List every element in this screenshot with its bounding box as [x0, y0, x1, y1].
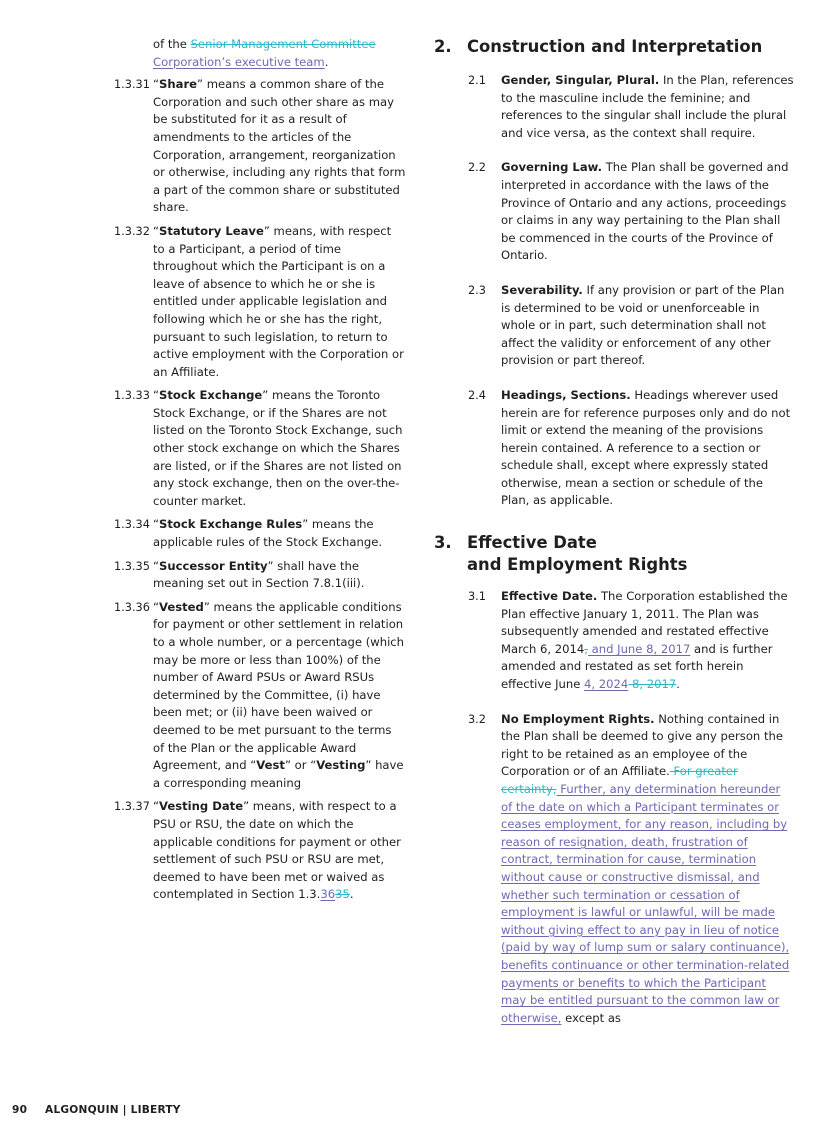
section-title-line-1: Effective Date [467, 533, 597, 553]
definition-text: means a common share of the Corporation and such other share as may be substituted for it as a result of amendments to the articles of the Corporation, arrangement, reorganization or otherwise, including any rights that form a part of the common share or substituted share. [153, 77, 406, 215]
deleted-text: For greater certainty, [501, 764, 738, 796]
inserted-text: Corporation’s executive team [153, 54, 325, 69]
definition-statutory-leave [114, 223, 406, 381]
quote-open: “ [153, 517, 160, 532]
definition-number: 1.3.32 [114, 224, 150, 238]
definition-text: or [290, 758, 311, 773]
right-column [434, 36, 794, 1044]
defined-term: Statutory Leave [159, 223, 264, 238]
defined-term: Vested [159, 599, 204, 614]
inserted-text: Further, any determination hereunder of the date on which a Participant terminates or ceases employment, for any reason, including by reason of resignation, death, frustration of contract, termination for cause, termination without cause or constructive dismissal, and whether such termination or cessation of employment is lawful or unlawful, will be made without giving effect to any pay in lieu of notice (paid by way of lump sum or salary continuance), benefits continuance or other termination-related payments or benefits to which the Participant may be entitled pursuant to the common law or otherwise, [501, 782, 790, 1025]
definition-suffix: . [349, 887, 354, 902]
clause-number: 2.1 [468, 74, 486, 87]
inserted-text: 36 [320, 887, 336, 902]
quote-open: “ [153, 223, 160, 238]
section-number: 2. [434, 37, 452, 56]
quote-open: “ [153, 799, 160, 814]
clause-text: The Corporation established the Plan effective January 1, 2011. The Plan was subsequently amended and restated effective March 6, 2014 [501, 589, 788, 656]
defined-term: Stock Exchange Rules [159, 517, 303, 532]
quote-close: ” [243, 799, 250, 814]
clause-number: 2.2 [468, 161, 486, 175]
deleted-text: , [584, 641, 588, 656]
defined-term: Successor Entity [159, 558, 268, 573]
clause-text: Nothing contained in the Plan shall be deemed to give any person the right to be retained as an employee of the Corporation or of an Affiliate. [501, 711, 783, 779]
brand-algonquin: ALGONQUIN [45, 1104, 119, 1116]
clause-text: The Plan shall be governed and interpreted in accordance with the laws of the Province of Ontario and any actions, proceedings or claims in any way pertaining to the Plan shall be commenced in the courts of the Province of Ontario. [501, 160, 789, 263]
quote-open: “ [310, 758, 317, 773]
definition-number: 1.3.34 [114, 518, 150, 532]
clause-number: 2.4 [468, 388, 486, 402]
definition-text: means the applicable conditions for payment or other settlement in relation to a whole number, or a percentage (which may be more or less than 100%) of the number of Award PSUs or Award RSUs determined by the Committee, (i) have been met; or (ii) have been waived or deemed to be met pursuant to the terms of the Plan or the applicable Award Agreement, and [153, 599, 405, 773]
left-column [114, 36, 406, 910]
defined-term: Vesting [316, 758, 366, 773]
inserted-text: and June 8, 2017 [587, 641, 691, 656]
clause-text: If any provision or part of the Plan is determined to be void or unenforceable in whole or in part, such determination shall not affect the validity or enforcement of any other provision or part thereof. [501, 282, 785, 368]
definition-text: means the Toronto Stock Exchange, or if the Shares are not listed on the Toronto Stock Exchange, such other stock exchange on which the Shares are listed, or if the Shares are not listed on any stock exchange, then on the over-the-counter market. [153, 388, 403, 508]
quote-open: “ [153, 558, 160, 573]
defined-term: Vest [256, 758, 285, 773]
inserted-text: 4, 2024 [584, 677, 629, 692]
clause-title: No Employment Rights. [501, 711, 655, 726]
definition-stock-exchange [114, 387, 406, 510]
quote-close: ” [284, 758, 291, 773]
defined-term: Stock Exchange [159, 388, 263, 403]
continued-definition [114, 36, 406, 71]
clause-number: 3.2 [468, 712, 486, 726]
quote-open: “ [153, 77, 160, 92]
definition-share [114, 76, 406, 217]
clause-2-3 [434, 282, 794, 370]
definition-number: 1.3.33 [114, 389, 150, 403]
lead-suffix: . [324, 54, 329, 69]
section-title: Construction and Interpretation [467, 37, 763, 56]
clause-title: Headings, Sections. [501, 387, 631, 402]
definition-stock-exchange-rules [114, 516, 406, 551]
lead-prefix: of the [153, 37, 191, 51]
clause-title: Gender, Singular, Plural. [501, 73, 660, 87]
page-footer [12, 1104, 181, 1116]
clause-title: Governing Law. [501, 160, 603, 175]
clause-text: In the Plan, references to the masculine include the feminine; and references to the singular shall include the plural and vice versa, as the context shall require. [501, 73, 794, 140]
quote-close: ” [262, 388, 269, 403]
defined-term: Vesting Date [159, 799, 244, 814]
quote-close: ” [302, 517, 309, 532]
clause-number: 3.1 [468, 590, 486, 604]
clause-text: and is further amended and restated as set forth herein effective June [501, 641, 773, 692]
quote-open: “ [250, 758, 257, 773]
clause-title: Severability. [501, 282, 583, 297]
page-number: 90 [12, 1104, 28, 1116]
section-number: 3. [434, 533, 452, 553]
quote-close: ” [203, 599, 210, 614]
deleted-text: 8, 2017 [628, 677, 677, 692]
clause-title: Effective Date. [501, 589, 598, 604]
definition-text: means the applicable rules of the Stock Exchange. [153, 517, 383, 550]
deleted-text: Senior Management Committee [190, 37, 376, 51]
brand-liberty: LIBERTY [130, 1104, 181, 1116]
quote-open: “ [153, 599, 160, 614]
quote-close: ” [267, 558, 274, 573]
clause-text: except as [561, 1010, 621, 1025]
section-title-line-2: and Employment Rights [467, 555, 688, 575]
definition-text: means, with respect to a Participant, a period of time throughout which the Participant is on a leave of absence to which he or she is entitled under applicable legislation and following which he or she has the right, pursuant to such legislation, to return to active employment with the Corporation or an Affiliate. [153, 223, 404, 379]
defined-term: Share [159, 77, 198, 92]
definition-text: have a corresponding meaning [153, 758, 404, 790]
clause-text: Headings wherever used herein are for reference purposes only and do not limit or extend the meaning of the provisions herein contained. A reference to a section or schedule shall, except where expressly stated otherwise, mean a section or schedule of the Plan, as applicable. [501, 387, 791, 508]
section-heading-3 [434, 532, 794, 576]
clause-2-1 [434, 72, 794, 142]
definition-text: shall have the meaning set out in Section 7.8.1(iii). [153, 558, 365, 591]
definition-number: 1.3.35 [114, 559, 150, 573]
section-heading-2 [434, 36, 794, 58]
definition-number: 1.3.37 [114, 800, 150, 814]
clause-number: 2.3 [468, 283, 486, 297]
definition-vested [114, 599, 406, 793]
quote-close: ” [365, 758, 372, 773]
clause-3-2 [434, 711, 794, 1028]
definition-vesting-date [114, 798, 406, 904]
deleted-text: 35 [335, 887, 350, 902]
brand-separator: | [122, 1104, 127, 1116]
clause-2-2 [434, 159, 794, 265]
clause-3-1 [434, 588, 794, 694]
definition-successor-entity [114, 558, 406, 593]
definition-number: 1.3.31 [114, 78, 150, 92]
clause-suffix: . [676, 677, 680, 692]
quote-close: ” [197, 77, 204, 92]
definition-text: means, with respect to a PSU or RSU, the date on which the applicable conditions for payment or other settlement of such PSU or RSU are met, deemed to have been met or waived as contemplated in Section 1.3. [153, 799, 401, 902]
quote-close: ” [263, 223, 270, 238]
quote-open: “ [153, 388, 160, 403]
clause-2-4 [434, 387, 794, 510]
definition-number: 1.3.36 [114, 600, 150, 614]
